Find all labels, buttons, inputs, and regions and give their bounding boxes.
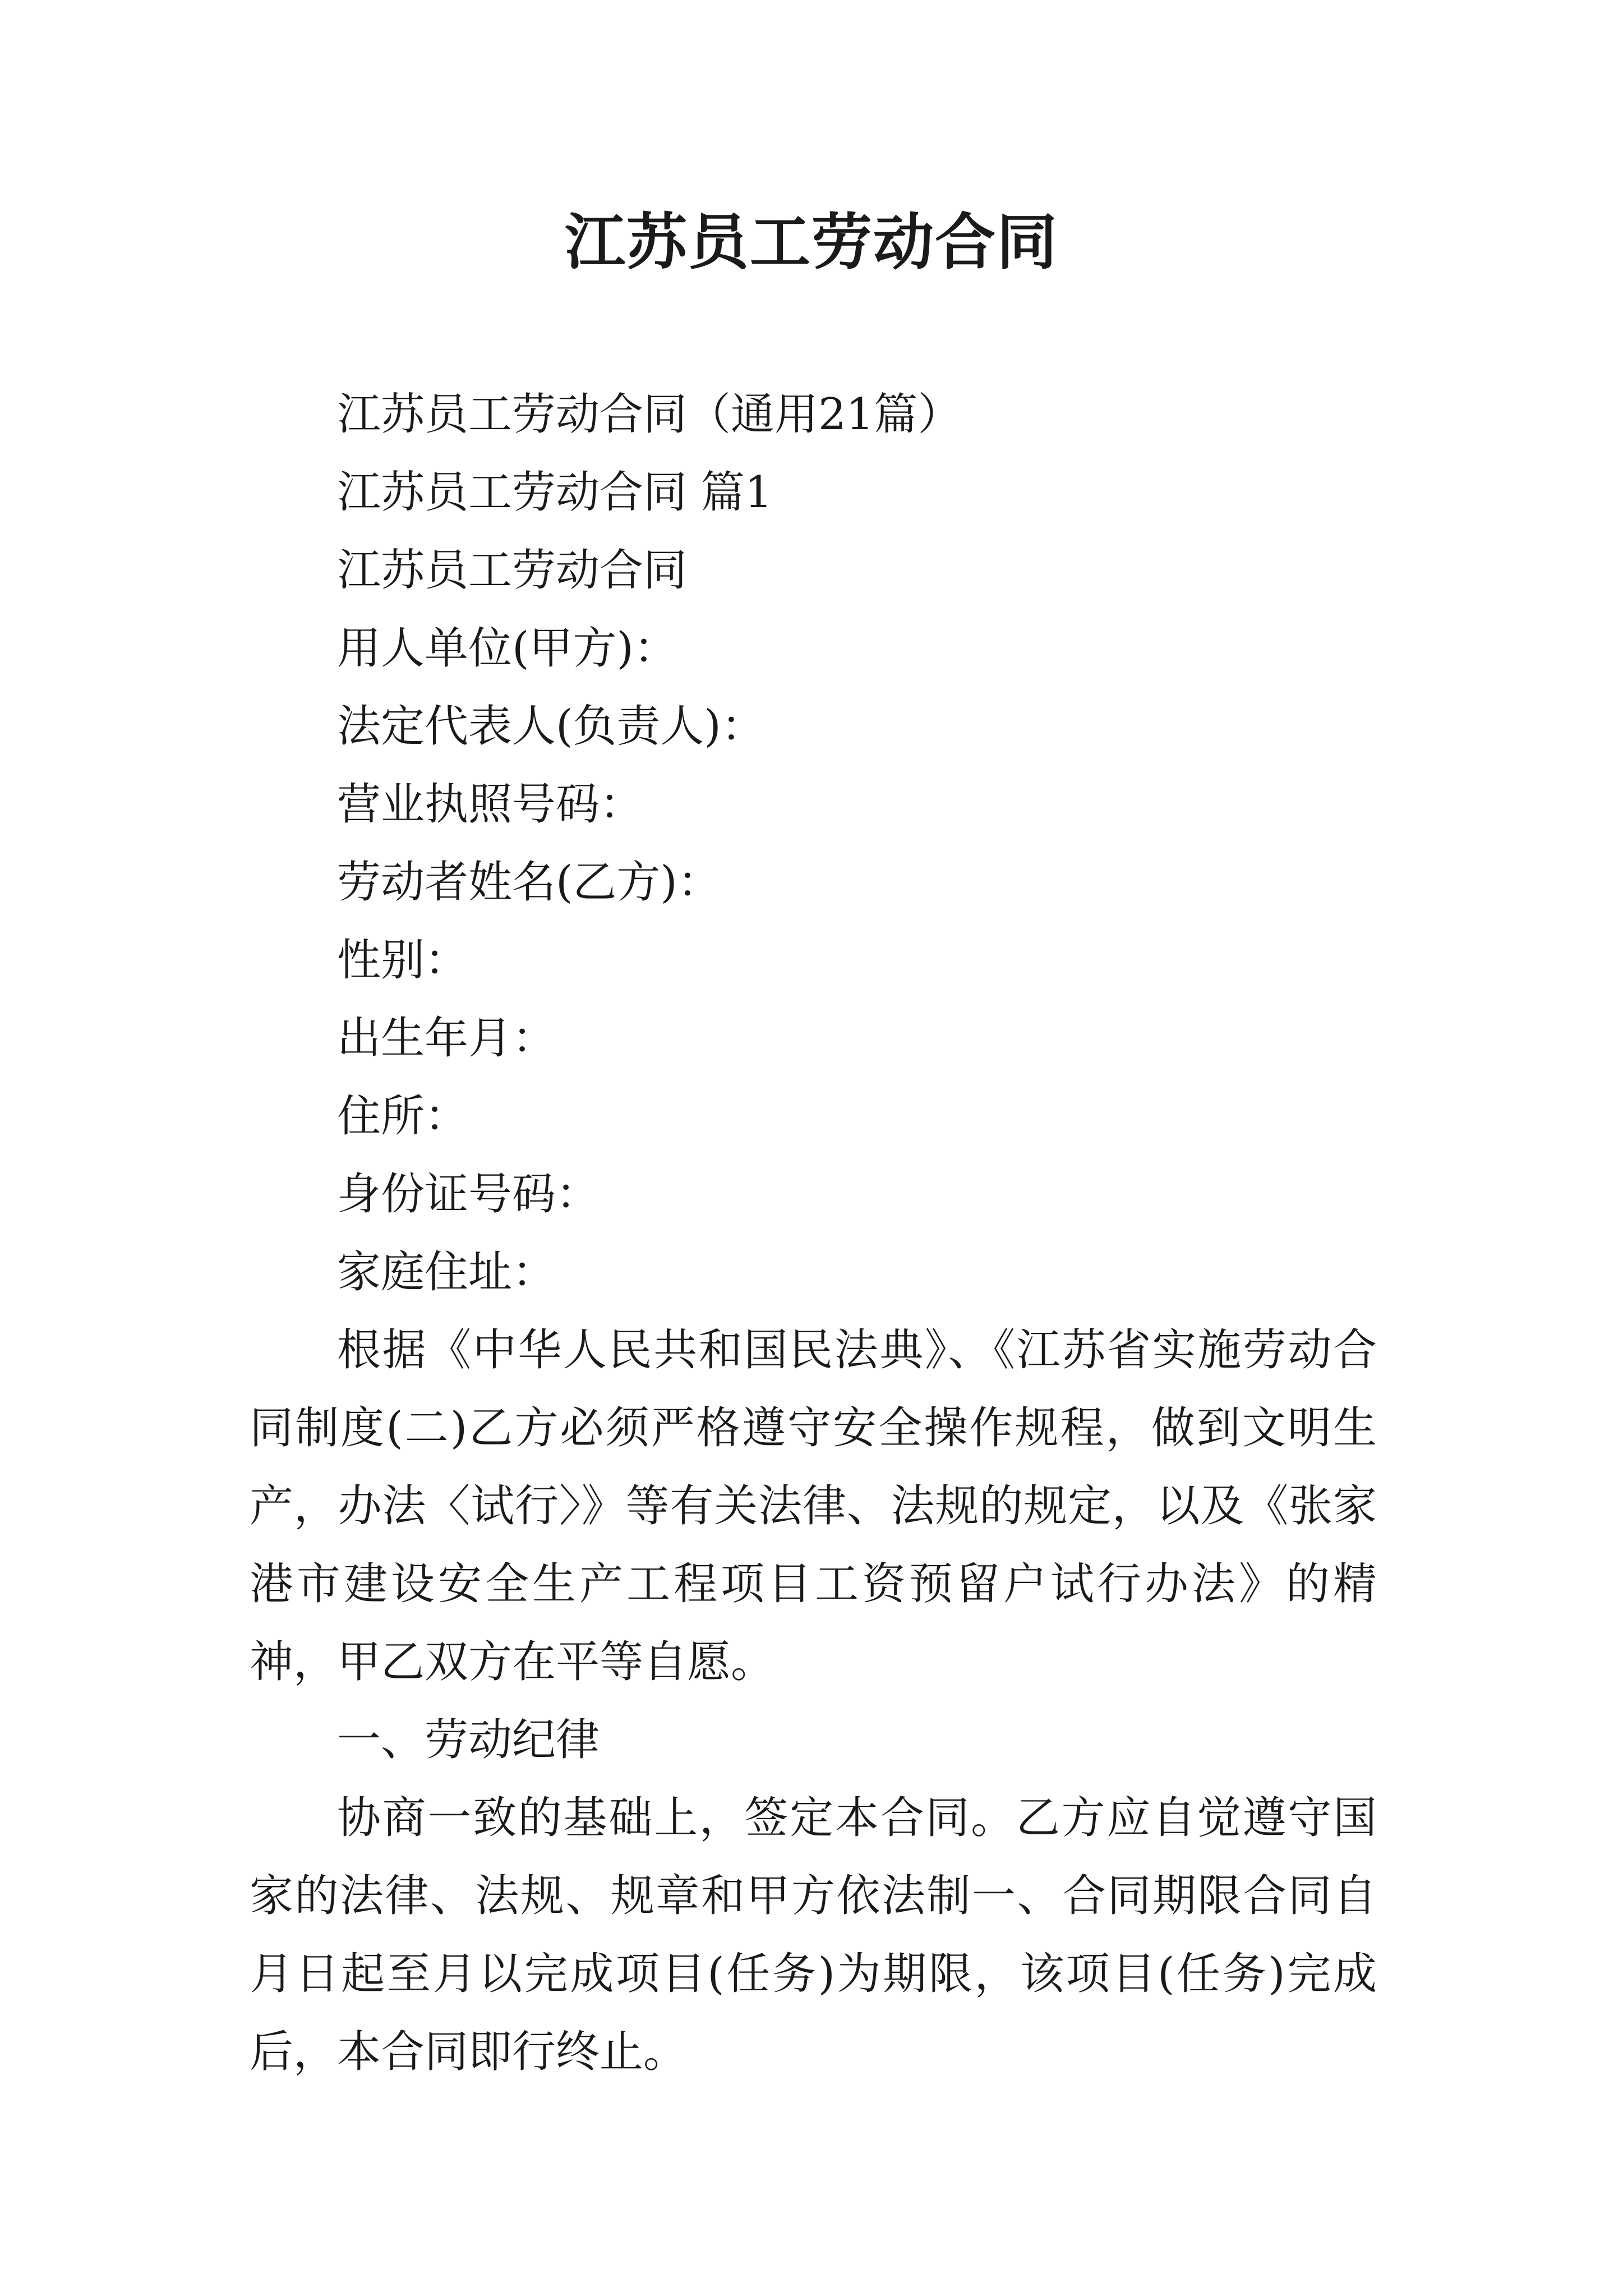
residence-field: 住所： [337,1091,469,1142]
id-number-field: 身份证号码： [337,1169,600,1220]
gender-field: 性别： [337,935,469,986]
employee-name-field: 劳动者姓名(乙方)： [337,857,721,908]
chapter-heading: 江苏员工劳动合同 篇1 [337,467,773,518]
body-paragraph: 协商一致的基础上，签定本合同。乙方应自觉遵守国家的法律、法规、规章和甲方依法制一、合同期限合同自月日起至月以完成项目(任务)为期限，该项目(任务)完成后，本合同即行终止。 [250,1793,1377,2077]
section-heading: 一、劳动纪律 [337,1715,600,1765]
employer-field: 用人单位(甲方)： [337,623,677,674]
legal-representative-field: 法定代表人(负责人)： [337,701,765,752]
home-address-field: 家庭住址： [337,1247,556,1297]
business-license-field: 营业执照号码： [337,779,644,830]
contract-name-line: 江苏员工劳动合同 [337,545,688,596]
document-title: 江苏员工劳动合同 [564,207,1058,278]
document-body [250,376,1377,2091]
body-paragraph: 根据《中华人民共和国民法典》、《江苏省实施劳动合同制度(二)乙方必须严格遵守安全操作规程，做到文明生产，办法〈试行〉》等有关法律、法规的规定，以及《张家港市建设安全生产工程项目工资预留户试行办法》的精神，甲乙双方在平等自愿。 [250,1325,1377,1687]
subtitle-line: 江苏员工劳动合同（通用21篇） [337,389,962,440]
birth-date-field: 出生年月： [337,1013,556,1064]
